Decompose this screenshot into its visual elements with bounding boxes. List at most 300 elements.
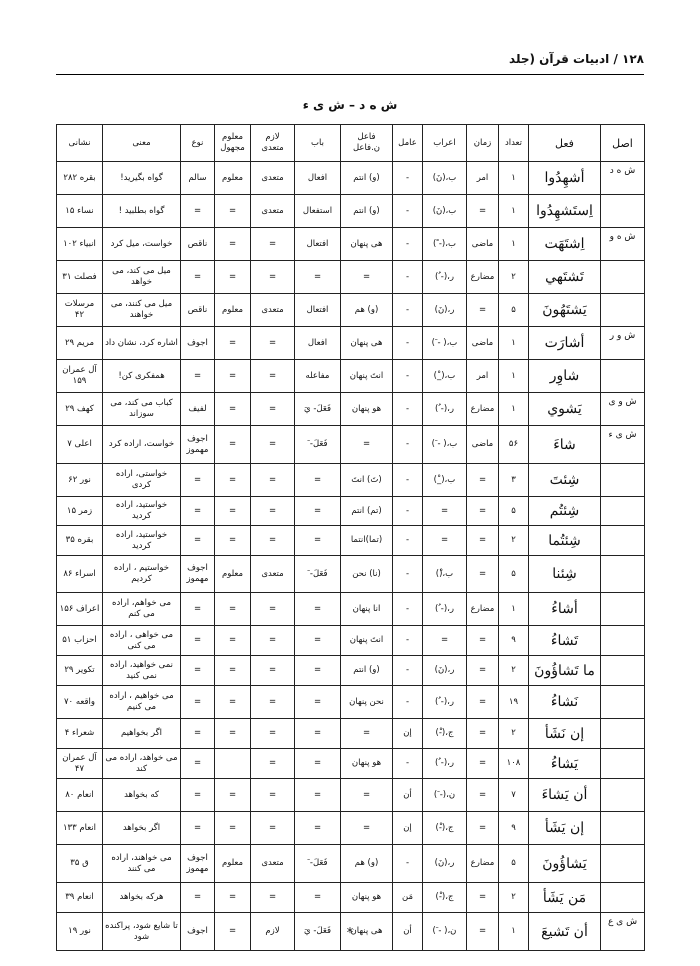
cell-fel: شاءَ xyxy=(529,426,601,464)
cell-erab: = xyxy=(423,626,467,656)
cell-mani: که بخواهد xyxy=(103,779,181,812)
cell-mani: می خواهد، اراده می کند xyxy=(103,749,181,779)
cell-fael: (تما)انتما xyxy=(341,526,393,556)
table-row xyxy=(57,845,645,883)
cell-maloom: = xyxy=(215,327,251,360)
cell-fael: هی پنهان xyxy=(341,327,393,360)
cell-lazem: = xyxy=(251,812,295,845)
cell-fael: هو پنهان xyxy=(341,393,393,426)
cell-fael: انا پنهان xyxy=(341,593,393,626)
cell-noe: اجوف مهموز xyxy=(181,556,215,593)
cell-erab: ر،(- ُ) xyxy=(423,393,467,426)
cell-erab: ب،(_ْ) xyxy=(423,360,467,393)
cell-amel: - xyxy=(393,162,423,195)
running-header: ۱۲۸ / ادبیات قرآن (جلد xyxy=(509,52,644,66)
cell-erab: ب،( - َ) xyxy=(423,327,467,360)
cell-tedad: ۹ xyxy=(499,812,529,845)
cell-fel: اِستَشهِدُوا xyxy=(529,195,601,228)
cell-fael: = xyxy=(341,261,393,294)
cell-noe: = xyxy=(181,195,215,228)
cell-asl xyxy=(601,626,645,656)
cell-lazem: متعدی xyxy=(251,845,295,883)
cell-lazem: = xyxy=(251,656,295,686)
cell-maloom: = xyxy=(215,656,251,686)
cell-fel: شِئتُما xyxy=(529,526,601,556)
cell-asl: ش و ر xyxy=(601,327,645,360)
cell-fel: اِشتَهَت xyxy=(529,228,601,261)
cell-noe: = xyxy=(181,360,215,393)
cell-zaman: = xyxy=(467,719,499,749)
cell-maloom: = xyxy=(215,719,251,749)
cell-maloom: = xyxy=(215,393,251,426)
cell-neshani: شعراء ۴ xyxy=(57,719,103,749)
cell-bab: = xyxy=(295,686,341,719)
cell-fael: نحن پنهان xyxy=(341,686,393,719)
cell-bab: = xyxy=(295,779,341,812)
cell-noe: اجوف مهموز xyxy=(181,426,215,464)
cell-erab: ر،(نَ) xyxy=(423,656,467,686)
cell-tedad: ۱ xyxy=(499,162,529,195)
cell-lazem: = xyxy=(251,883,295,913)
cell-fel: يَشاءُ xyxy=(529,749,601,779)
column-header-maloom: معلوم مجهول xyxy=(215,125,251,162)
cell-amel: - xyxy=(393,556,423,593)
cell-lazem: = xyxy=(251,626,295,656)
cell-asl xyxy=(601,883,645,913)
cell-bab: استفعال xyxy=(295,195,341,228)
cell-fel: شِئتَ xyxy=(529,464,601,497)
cell-tedad: ۲ xyxy=(499,261,529,294)
table-row xyxy=(57,261,645,294)
cell-tedad: ۲ xyxy=(499,883,529,913)
cell-fel: شِئتُم xyxy=(529,497,601,526)
cell-maloom: = xyxy=(215,228,251,261)
cell-erab: ج،(-ْ) xyxy=(423,883,467,913)
table-row xyxy=(57,497,645,526)
page-header xyxy=(56,48,644,72)
cell-lazem: = xyxy=(251,261,295,294)
cell-fel: شاوِر xyxy=(529,360,601,393)
cell-zaman: = xyxy=(467,913,499,951)
cell-amel: - xyxy=(393,261,423,294)
cell-noe: سالم xyxy=(181,162,215,195)
cell-maloom: = xyxy=(215,913,251,951)
cell-lazem: = xyxy=(251,779,295,812)
verb-table xyxy=(56,124,645,951)
cell-asl xyxy=(601,195,645,228)
cell-maloom: = xyxy=(215,883,251,913)
cell-zaman: ماضی xyxy=(467,228,499,261)
cell-asl xyxy=(601,779,645,812)
cell-amel: - xyxy=(393,626,423,656)
cell-lazem: = xyxy=(251,719,295,749)
cell-erab: ب،( - َ) xyxy=(423,426,467,464)
cell-neshani: انعام ۱۳۳ xyxy=(57,812,103,845)
cell-zaman: مضارع xyxy=(467,393,499,426)
cell-lazem: = xyxy=(251,464,295,497)
cell-zaman: = xyxy=(467,556,499,593)
cell-fael: (و) هم xyxy=(341,845,393,883)
cell-neshani: اعراف ۱۵۶ xyxy=(57,593,103,626)
cell-neshani: ق ۳۵ xyxy=(57,845,103,883)
cell-zaman: مضارع xyxy=(467,845,499,883)
cell-asl xyxy=(601,749,645,779)
cell-fael: = xyxy=(341,719,393,749)
cell-noe: = xyxy=(181,526,215,556)
cell-bab: افتعال xyxy=(295,228,341,261)
cell-fel: مَن يَشَأ xyxy=(529,883,601,913)
cell-noe: اجوف xyxy=(181,327,215,360)
cell-zaman: = xyxy=(467,464,499,497)
cell-zaman: = xyxy=(467,686,499,719)
cell-zaman: ماضی xyxy=(467,426,499,464)
cell-erab: ر،(- ُ) xyxy=(423,686,467,719)
cell-lazem: لازم xyxy=(251,913,295,951)
cell-amel: - xyxy=(393,686,423,719)
cell-neshani: آل عمران ۴۷ xyxy=(57,749,103,779)
cell-fel: إن نَشَأ xyxy=(529,719,601,749)
cell-amel: - xyxy=(393,497,423,526)
cell-noe: = xyxy=(181,749,215,779)
cell-fael: = xyxy=(341,812,393,845)
cell-maloom: = xyxy=(215,464,251,497)
column-header-asl: اصل xyxy=(601,125,645,162)
cell-lazem: = xyxy=(251,393,295,426)
cell-amel: - xyxy=(393,526,423,556)
cell-mani: اگر بخواهیم xyxy=(103,719,181,749)
table-header-row xyxy=(57,125,645,162)
cell-neshani: کهف ۲۹ xyxy=(57,393,103,426)
cell-tedad: ۱ xyxy=(499,593,529,626)
cell-mani: گواه بطلبید ! xyxy=(103,195,181,228)
cell-fel: يَشتَهُونَ xyxy=(529,294,601,327)
cell-fel: تَشتَهي xyxy=(529,261,601,294)
cell-asl xyxy=(601,261,645,294)
cell-amel: - xyxy=(393,327,423,360)
table-row xyxy=(57,195,645,228)
cell-neshani: انعام ۳۹ xyxy=(57,883,103,913)
cell-tedad: ۵ xyxy=(499,294,529,327)
cell-fael: (تم) انتم xyxy=(341,497,393,526)
cell-bab: = xyxy=(295,749,341,779)
cell-amel: - xyxy=(393,360,423,393)
cell-erab: ب،(نَ) xyxy=(423,162,467,195)
cell-tedad: ۱ xyxy=(499,327,529,360)
cell-neshani: نور ۶۲ xyxy=(57,464,103,497)
cell-bab: = xyxy=(295,261,341,294)
cell-zaman: = xyxy=(467,812,499,845)
cell-erab: ب،(_ْ) xyxy=(423,464,467,497)
column-header-lazem: لازم متعدی xyxy=(251,125,295,162)
cell-noe: = xyxy=(181,719,215,749)
cell-maloom: = xyxy=(215,426,251,464)
cell-bab: = xyxy=(295,593,341,626)
cell-bab: فَعَلَ- يَ xyxy=(295,913,341,951)
column-header-noe: نوع xyxy=(181,125,215,162)
cell-noe: ناقص xyxy=(181,294,215,327)
cell-mani: میل می کند، می خواهد xyxy=(103,261,181,294)
cell-noe: = xyxy=(181,812,215,845)
table-row xyxy=(57,556,645,593)
cell-asl xyxy=(601,464,645,497)
cell-lazem: متعدی xyxy=(251,195,295,228)
cell-fael: انتَ پنهان xyxy=(341,360,393,393)
cell-asl xyxy=(601,686,645,719)
cell-mani: کباب می کند، می سوزاند xyxy=(103,393,181,426)
cell-fael: = xyxy=(341,779,393,812)
cell-erab: ن،( - َ) xyxy=(423,913,467,951)
cell-maloom: معلوم xyxy=(215,845,251,883)
cell-neshani: آل عمران ۱۵۹ xyxy=(57,360,103,393)
cell-tedad: ۲ xyxy=(499,656,529,686)
cell-zaman: = xyxy=(467,749,499,779)
table-row xyxy=(57,686,645,719)
cell-noe: اجوف xyxy=(181,913,215,951)
cell-maloom: = xyxy=(215,593,251,626)
column-header-amel: عامل xyxy=(393,125,423,162)
table-row xyxy=(57,526,645,556)
cell-zaman: = xyxy=(467,294,499,327)
cell-erab: ن،(- َ) xyxy=(423,779,467,812)
table-row xyxy=(57,393,645,426)
cell-fael: هو پنهان xyxy=(341,749,393,779)
cell-fael: (نا) نحن xyxy=(341,556,393,593)
cell-maloom: = xyxy=(215,812,251,845)
cell-zaman: ماضی xyxy=(467,327,499,360)
cell-mani: می خواهی ، اراده می کنی xyxy=(103,626,181,656)
cell-fael: (و) هم xyxy=(341,294,393,327)
cell-amel: - xyxy=(393,195,423,228)
table-body xyxy=(57,162,645,951)
table-row xyxy=(57,294,645,327)
cell-bab: = xyxy=(295,464,341,497)
cell-erab: ر،(نَ) xyxy=(423,294,467,327)
cell-maloom: = xyxy=(215,195,251,228)
cell-fel: يَشاؤُونَ xyxy=(529,845,601,883)
column-header-fel: فعل xyxy=(529,125,601,162)
table-row xyxy=(57,593,645,626)
cell-zaman: = xyxy=(467,779,499,812)
column-header-tedad: تعداد xyxy=(499,125,529,162)
cell-lazem: = xyxy=(251,426,295,464)
cell-bab: افتعال xyxy=(295,294,341,327)
cell-mani: تا شایع شود، پراکنده شود xyxy=(103,913,181,951)
cell-zaman: = xyxy=(467,526,499,556)
cell-neshani: نساء ۱۵ xyxy=(57,195,103,228)
cell-erab: ب،(نَ) xyxy=(423,195,467,228)
cell-noe: اجوف مهموز xyxy=(181,845,215,883)
cell-amel: - xyxy=(393,426,423,464)
cell-maloom: معلوم xyxy=(215,294,251,327)
cell-bab: = xyxy=(295,719,341,749)
cell-mani: خواستی، اراده کردی xyxy=(103,464,181,497)
cell-zaman: = xyxy=(467,656,499,686)
table-row xyxy=(57,626,645,656)
cell-tedad: ۹ xyxy=(499,626,529,656)
cell-tedad: ۱۰۸ xyxy=(499,749,529,779)
cell-bab: افعال xyxy=(295,327,341,360)
column-header-fael: فاعل ن.فاعل xyxy=(341,125,393,162)
cell-amel: - xyxy=(393,593,423,626)
cell-zaman: = xyxy=(467,883,499,913)
cell-bab: مفاعله xyxy=(295,360,341,393)
cell-erab: ج،(-ْ) xyxy=(423,812,467,845)
column-header-neshani: نشانی xyxy=(57,125,103,162)
cell-bab: = xyxy=(295,812,341,845)
cell-fel: أشهِدُوا xyxy=(529,162,601,195)
cell-asl: ش و ی xyxy=(601,393,645,426)
cell-amel: - xyxy=(393,749,423,779)
cell-lazem: = xyxy=(251,526,295,556)
cell-fel: شِئنا xyxy=(529,556,601,593)
cell-lazem: = xyxy=(251,749,295,779)
cell-fael: هی پنهان xyxy=(341,913,393,951)
cell-lazem: متعدی xyxy=(251,162,295,195)
footer-mark: * xyxy=(346,926,354,941)
cell-lazem: = xyxy=(251,360,295,393)
cell-mani: گواه بگیرید! xyxy=(103,162,181,195)
cell-neshani: زمر ۱۵ xyxy=(57,497,103,526)
cell-neshani: تکویر ۲۹ xyxy=(57,656,103,686)
cell-lazem: = xyxy=(251,593,295,626)
cell-noe: = xyxy=(181,464,215,497)
cell-asl xyxy=(601,526,645,556)
cell-asl xyxy=(601,593,645,626)
cell-erab: ر،(- ُ) xyxy=(423,749,467,779)
cell-bab: = xyxy=(295,883,341,913)
cell-neshani: اسراء ۸۶ xyxy=(57,556,103,593)
cell-zaman: مضارع xyxy=(467,593,499,626)
cell-mani: خواست، اراده کرد xyxy=(103,426,181,464)
cell-tedad: ۱۹ xyxy=(499,686,529,719)
cell-neshani: فصلت ۳۱ xyxy=(57,261,103,294)
cell-tedad: ۱ xyxy=(499,228,529,261)
cell-erab: ر،(- ُ) xyxy=(423,593,467,626)
cell-erab: = xyxy=(423,526,467,556)
cell-erab: ب،(ْ) xyxy=(423,556,467,593)
cell-amel: أن xyxy=(393,913,423,951)
cell-neshani: مریم ۲۹ xyxy=(57,327,103,360)
cell-tedad: ۲ xyxy=(499,526,529,556)
cell-tedad: ۵۶ xyxy=(499,426,529,464)
cell-fel: تَشاءُ xyxy=(529,626,601,656)
cell-asl xyxy=(601,812,645,845)
cell-neshani: بقره ۲۸۲ xyxy=(57,162,103,195)
cell-zaman: = xyxy=(467,497,499,526)
section-title: ش ه د – ش ی ء xyxy=(302,98,398,112)
cell-neshani: انعام ۸۰ xyxy=(57,779,103,812)
cell-neshani: احزاب ۵۱ xyxy=(57,626,103,656)
cell-noe: = xyxy=(181,883,215,913)
cell-asl xyxy=(601,719,645,749)
cell-fael: هو پنهان xyxy=(341,883,393,913)
cell-mani: خواستید، اراده کردید xyxy=(103,497,181,526)
cell-maloom: = xyxy=(215,360,251,393)
cell-asl xyxy=(601,656,645,686)
cell-zaman: مضارع xyxy=(467,261,499,294)
cell-fel: يَشوي xyxy=(529,393,601,426)
cell-asl xyxy=(601,497,645,526)
cell-noe: = xyxy=(181,593,215,626)
cell-bab: فَعَلَ- يَ xyxy=(295,393,341,426)
cell-tedad: ۳ xyxy=(499,464,529,497)
cell-fel: أن تَشيعَ xyxy=(529,913,601,951)
column-header-bab: باب xyxy=(295,125,341,162)
cell-fel: أشاءُ xyxy=(529,593,601,626)
cell-asl: ش ی ع xyxy=(601,913,645,951)
cell-maloom: = xyxy=(215,686,251,719)
cell-amel: - xyxy=(393,228,423,261)
cell-maloom: معلوم xyxy=(215,162,251,195)
cell-asl xyxy=(601,360,645,393)
cell-mani: همفکری کن! xyxy=(103,360,181,393)
table-row xyxy=(57,883,645,913)
cell-noe: = xyxy=(181,686,215,719)
cell-asl xyxy=(601,294,645,327)
cell-amel: أن xyxy=(393,779,423,812)
cell-neshani: انبیاء ۱۰۲ xyxy=(57,228,103,261)
cell-amel: - xyxy=(393,393,423,426)
cell-lazem: = xyxy=(251,497,295,526)
cell-fel: أن يَشاءَ xyxy=(529,779,601,812)
cell-fael: (و) انتم xyxy=(341,656,393,686)
cell-bab: = xyxy=(295,656,341,686)
column-header-erab: اعراب xyxy=(423,125,467,162)
cell-amel: - xyxy=(393,464,423,497)
cell-tedad: ۱ xyxy=(499,195,529,228)
cell-erab: ب،(- ً) xyxy=(423,228,467,261)
cell-mani: می خواهند، اراده می کنند xyxy=(103,845,181,883)
cell-tedad: ۱ xyxy=(499,913,529,951)
cell-fel: نَشاءُ xyxy=(529,686,601,719)
cell-neshani: بقره ۳۵ xyxy=(57,526,103,556)
cell-asl xyxy=(601,845,645,883)
cell-zaman: = xyxy=(467,195,499,228)
table-row xyxy=(57,656,645,686)
cell-fael: هی پنهان xyxy=(341,228,393,261)
cell-tedad: ۲ xyxy=(499,719,529,749)
table-row xyxy=(57,464,645,497)
cell-maloom: = xyxy=(215,626,251,656)
cell-fel: ما تَشاؤُونَ xyxy=(529,656,601,686)
table-row xyxy=(57,327,645,360)
cell-bab: فَعَلَ- َ xyxy=(295,556,341,593)
cell-bab: فَعَلَ- َ xyxy=(295,426,341,464)
cell-maloom: = xyxy=(215,497,251,526)
cell-tedad: ۵ xyxy=(499,556,529,593)
table-row xyxy=(57,719,645,749)
cell-mani: می خواهم، اراده می کنم xyxy=(103,593,181,626)
cell-mani: خواست، میل کرد xyxy=(103,228,181,261)
cell-mani: میل می کنند، می خواهند xyxy=(103,294,181,327)
cell-zaman: امر xyxy=(467,162,499,195)
cell-asl: ش ه و xyxy=(601,228,645,261)
cell-mani: خواستید، اراده کردید xyxy=(103,526,181,556)
cell-zaman: امر xyxy=(467,360,499,393)
cell-neshani: واقعه ۷۰ xyxy=(57,686,103,719)
cell-lazem: متعدی xyxy=(251,294,295,327)
cell-lazem: = xyxy=(251,228,295,261)
cell-maloom: = xyxy=(215,779,251,812)
cell-erab: ر،(- ُ) xyxy=(423,261,467,294)
cell-noe: لفیف xyxy=(181,393,215,426)
cell-maloom: = xyxy=(215,261,251,294)
cell-amel: - xyxy=(393,294,423,327)
cell-fael: انتَ پنهان xyxy=(341,626,393,656)
cell-asl: ش ی ء xyxy=(601,426,645,464)
cell-tedad: ۵ xyxy=(499,845,529,883)
cell-noe: = xyxy=(181,626,215,656)
